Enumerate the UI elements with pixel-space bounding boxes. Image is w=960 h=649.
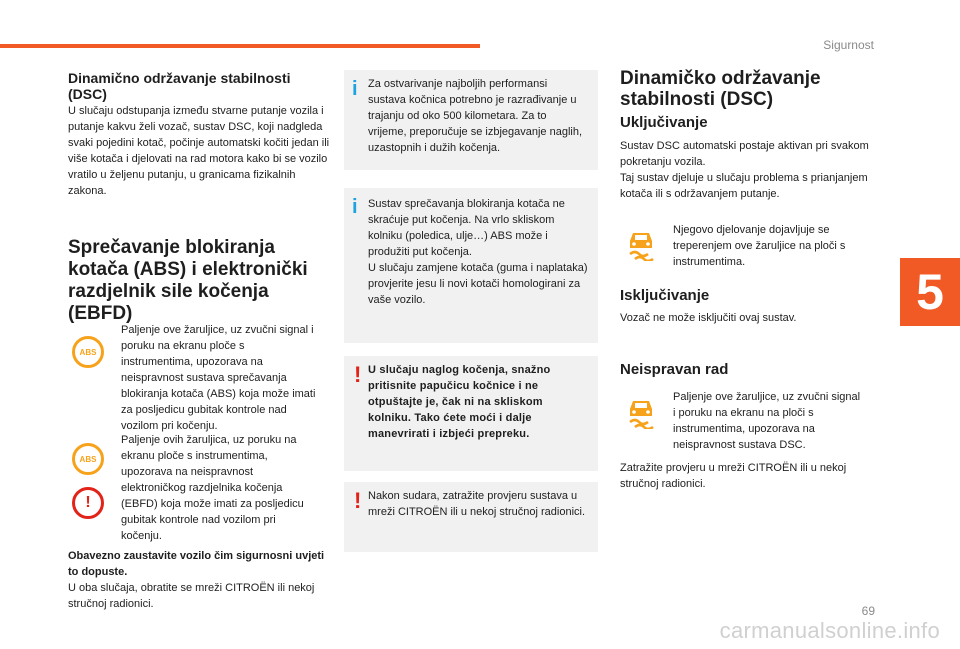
watermark: carmanualsonline.info bbox=[719, 618, 940, 643]
warning-box-braking bbox=[344, 356, 598, 471]
top-accent-bar bbox=[0, 44, 480, 48]
warning-box-text: Nakon sudara, zatražite provjeru sustava u mreži CITROËN ili u nekoj stručnoj radionici. bbox=[368, 490, 586, 518]
skidding-car-icon bbox=[626, 397, 656, 429]
malfunction-heading: Neispravan rad bbox=[620, 361, 729, 378]
chapter-tab: 5 bbox=[900, 258, 960, 326]
skidding-car-icon bbox=[626, 229, 656, 261]
activation-heading: Uključivanje bbox=[620, 114, 708, 131]
info-icon: i bbox=[352, 78, 358, 100]
dsc-description: U slučaju odstupanja između stvarne putanje vozila i putanje kakvu želi vozač, sustav DSC, koji nadgleda svaki pojedini kotač, počinje automatski kočiti jedan ili više kotača i djelovati na rad motora kako bi se vozilo vratilo u željenu putanju, u granicama fizikalnih zakona. bbox=[68, 105, 330, 197]
malfunction-icon-text: Paljenje ove žaruljice, uz zvučni signal i poruku na ekranu na ploči s instrumentima, upozorava na neispravnost sustava DSC. bbox=[673, 391, 861, 451]
info-box-text: Za ostvarivanje najboljih performansi sustava kočnica potrebno je razrađivanje u trajanju od oko 500 kilometara. Za to vrijeme, preporučuje se izbjegavanje naglih, uzastopnih i dužih kočenja. bbox=[368, 78, 583, 154]
brake-warning-icon: ! bbox=[72, 487, 104, 519]
info-box-break-in bbox=[344, 70, 598, 170]
contact-network-text: U oba slučaja, obratite se mreži CITROËN ili nekoj stručnoj radionici. bbox=[68, 582, 315, 610]
malfunction-text: Zatražite provjeru u mreži CITROËN ili u nekoj stručnoj radionici. bbox=[620, 462, 847, 490]
ebfd-warning-text: Paljenje ovih žaruljica, uz poruku na ekranu ploče s instrumentima, upozorava na neispravnost elektroničkog razdjelnika kočenja (EBFD) koja može imati za posljedicu gubitak kontrole nad vozilom pri kočenju. bbox=[121, 434, 304, 542]
activation-icon-text: Njegovo djelovanje dojavljuje se treperenjem ove žaruljice na ploči s instrumentima. bbox=[673, 224, 846, 268]
abs-warning-text: Paljenje ove žaruljice, uz zvučni signal i poruku na ekranu ploče s instrumentima, upozorava na neispravnost sustava sprečavanja blokiranja kotača (ABS) koja može imati za posljedicu gubitak kontrole nad vozilom pri kočenju. bbox=[121, 324, 316, 432]
info-icon: i bbox=[352, 196, 358, 218]
abs-warning-icon-2: ABS bbox=[72, 443, 104, 475]
warning-box-text: U slučaju naglog kočenja, snažno pritisnite papučicu kočnice i ne otpuštajte je, čak ni na skliskom kolniku. Tako ćete moći i dalje manevrirati i izbjeći prepreku. bbox=[368, 364, 551, 440]
warning-box-collision bbox=[344, 482, 598, 552]
deactivation-text: Vozač ne može isključiti ovaj sustav. bbox=[620, 312, 797, 324]
info-box-abs bbox=[344, 188, 598, 343]
page-number: 69 bbox=[861, 604, 875, 618]
activation-text: Sustav DSC automatski postaje aktivan pri svakom pokretanju vozila. Taj sustav djeluje u slučaju problema s prianjanjem kotača ili s održavanjem putanje. bbox=[620, 140, 869, 200]
info-box-text: Sustav sprečavanja blokiranja kotača ne skraćuje put kočenja. Na vrlo skliskom kolniku (poledica, ulje…) ABS može i produžiti put kočenja. U slučaju zamjene kotača (guma i naplataka) provjerite jesu li novi kotači homologirani za vaše vozilo. bbox=[368, 198, 588, 306]
warning-icon: ! bbox=[354, 362, 362, 387]
warning-icon: ! bbox=[354, 488, 362, 513]
section-title: Sigurnost bbox=[823, 38, 874, 52]
dsc-heading-right: Dinamičko održavanje stabilnosti (DSC) bbox=[620, 68, 821, 110]
abs-heading: Sprečavanje blokiranja kotača (ABS) i elektronički razdjelnik sile kočenja (EBFD) bbox=[68, 237, 308, 324]
stop-vehicle-notice: Obavezno zaustavite vozilo čim sigurnosni uvjeti to dopuste. bbox=[68, 550, 325, 578]
dsc-heading-left: Dinamično održavanje stabilnosti (DSC) bbox=[68, 70, 291, 102]
abs-warning-icon: ABS bbox=[72, 336, 104, 368]
deactivation-heading: Isključivanje bbox=[620, 287, 710, 304]
